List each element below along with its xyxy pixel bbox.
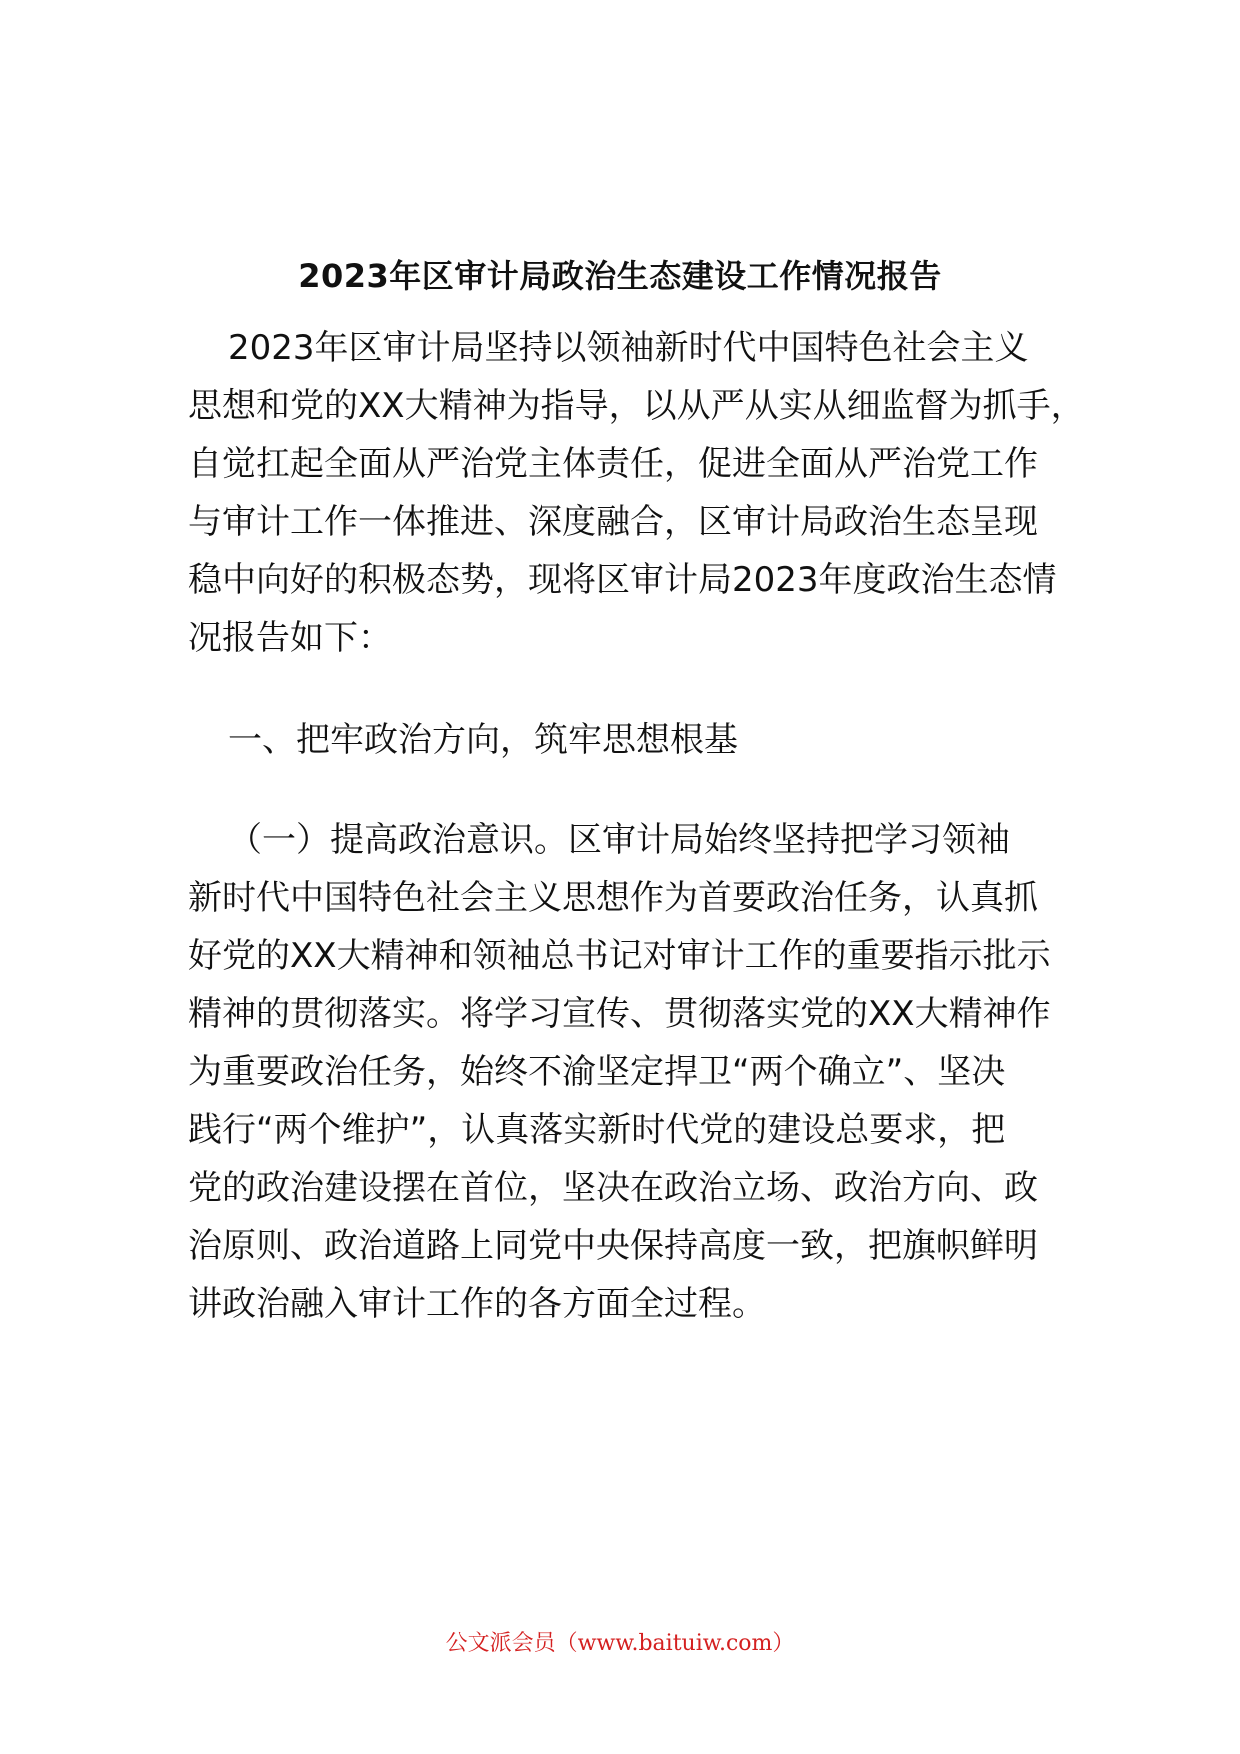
section-1-1-line-9: 讲政治融入审计工作的各方面全过程。 — [188, 1284, 766, 1324]
section-1-1-line-4: 精神的贯彻落实。将学习宣传、贯彻落实党的XX大精神作 — [188, 994, 1051, 1034]
intro-line-5: 稳中向好的积极态势，现将区审计局2023年度政治生态情 — [188, 560, 1057, 600]
section-1-1-line-6: 践行“两个维护”，认真落实新时代党的建设总要求，把 — [188, 1110, 1006, 1150]
section-1-1-line-2: 新时代中国特色社会主义思想作为首要政治任务，认真抓 — [188, 878, 1038, 918]
section-1-1-line-1: （一）提高政治意识。区审计局始终坚持把学习领袖 — [228, 820, 1010, 860]
section-1-1-line-5: 为重要政治任务，始终不渝坚定捍卫“两个确立”、坚决 — [188, 1052, 1006, 1092]
intro-line-1: 2023年区审计局坚持以领袖新时代中国特色社会主义 — [228, 328, 1029, 368]
section-1-1-line-8: 治原则、政治道路上同党中央保持高度一致，把旗帜鲜明 — [188, 1226, 1038, 1266]
intro-line-2: 思想和党的XX大精神为指导，以从严从实从细监督为抓手， — [188, 386, 1085, 426]
section-1-heading: 一、把牢政治方向，筑牢思想根基 — [228, 720, 738, 760]
intro-line-3: 自觉扛起全面从严治党主体责任，促进全面从严治党工作 — [188, 444, 1038, 484]
document-title: 2023年区审计局政治生态建设工作情况报告 — [298, 257, 942, 295]
intro-line-4: 与审计工作一体推进、深度融合，区审计局政治生态呈现 — [188, 502, 1038, 542]
section-1-1-line-3: 好党的XX大精神和领袖总书记对审计工作的重要指示批示 — [188, 936, 1051, 976]
footer-watermark: 公文派会员（www.baituiw.com） — [445, 1631, 795, 1656]
intro-line-6: 况报告如下： — [188, 618, 392, 658]
section-1-1-line-7: 党的政治建设摆在首位，坚决在政治立场、政治方向、政 — [188, 1168, 1038, 1208]
